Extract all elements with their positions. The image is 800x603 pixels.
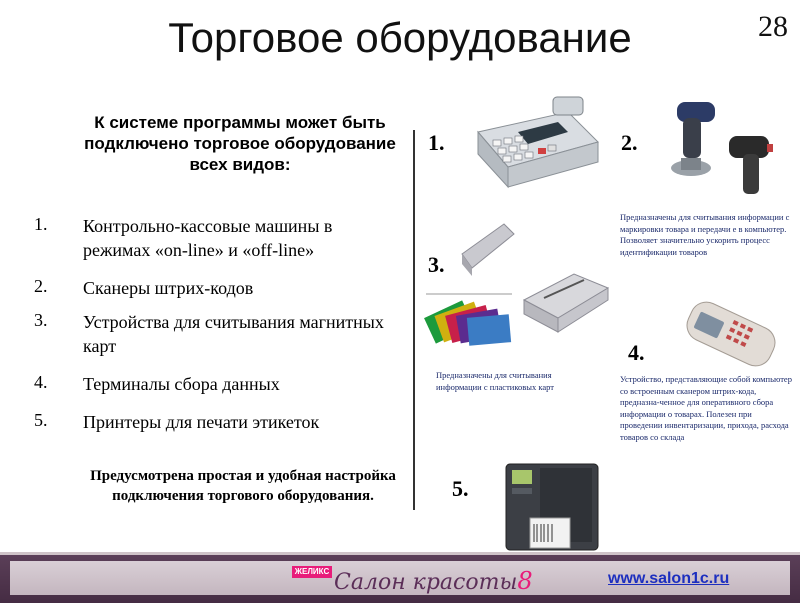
label-printer-image: [500, 460, 604, 552]
intro-text: К системе программы может быть подключено торговое оборудование всех видов:: [84, 113, 396, 174]
panel-3-number: 3.: [428, 252, 445, 277]
cash-register-image: [458, 92, 608, 200]
panel-3-caption: Предназначены для считывания информации с пластиковых карт: [436, 370, 555, 392]
brand-name: Салон красоты: [334, 570, 518, 595]
panel-1-number: 1.: [428, 130, 445, 155]
panel-4-number: 4.: [628, 340, 645, 365]
divider: [413, 130, 415, 510]
footer-bar: [0, 552, 800, 603]
panel-5-number: 5.: [452, 476, 469, 501]
list-item-number: 1.: [34, 214, 48, 234]
list-item-text: Принтеры для печати этикеток: [83, 412, 320, 432]
list-item-number: 4.: [34, 372, 48, 392]
data-terminal-image: [676, 296, 786, 376]
panel-2-caption: Предназначены для считывания информации с маркировки товара и передачи е в компьютер. Позволяет значительно ускорить процесс идентификации товаров: [620, 212, 790, 257]
footer-band: [10, 561, 790, 595]
slide-number: 28: [758, 10, 788, 43]
list-item-number: 5.: [34, 410, 48, 430]
list-item-number: 3.: [34, 310, 48, 330]
card-reader-image: [424, 214, 610, 364]
site-link[interactable]: www.salon1c.ru: [608, 570, 730, 587]
list-item-text: Сканеры штрих-кодов: [83, 278, 254, 298]
list-item-text: Терминалы сбора данных: [83, 374, 280, 394]
brand-logo: [334, 567, 533, 595]
panel-2-number: 2.: [621, 130, 638, 155]
setup-note: Предусмотрена простая и удобная настройка подключения торгового оборудования.: [90, 468, 396, 504]
brand-suffix: 8: [517, 567, 533, 595]
list-item-number: 2.: [34, 276, 48, 296]
list-item-text: Устройства для считывания магнитных карт: [83, 312, 384, 356]
slide-title: Торговое оборудование: [168, 14, 632, 61]
brand-badge: ЖЕЛИКС: [292, 566, 332, 578]
panel-4-caption: Устройство, представляющие собой компьютер со встроенным сканером штрих-кода, предназна-ченное для оперативного сбора информации о товарах. Полезен при проведении инвентаризации, прихода, расхода товаров со склада: [620, 374, 792, 442]
list-item-text: Контрольно-кассовые машины в режимах «on-line» и «off-line»: [83, 216, 333, 260]
barcode-scanner-image: [655, 96, 795, 206]
